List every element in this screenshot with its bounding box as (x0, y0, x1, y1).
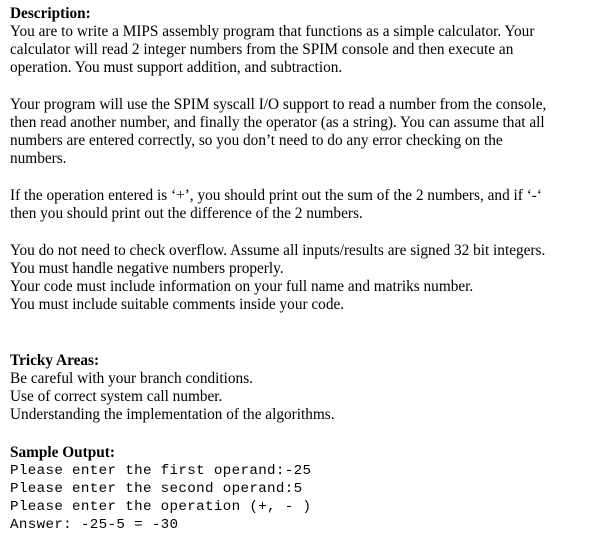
description-p4-line-1: You do not need to check overflow. Assume all inputs/results are signed 32 bit integers. (10, 242, 546, 259)
tricky-areas-heading: Tricky Areas: (10, 352, 100, 369)
sample-output-line-1: Please enter the first operand:-25 (10, 463, 312, 479)
description-p4-line-4: You must include suitable comments inside your code. (10, 296, 345, 313)
description-p2-line-1: Your program will use the SPIM syscall I/O support to read a number from the console, (10, 96, 547, 113)
description-heading: Description: (10, 5, 91, 22)
description-p2-line-4: numbers. (10, 150, 67, 167)
description-p1-line-1: You are to write a MIPS assembly program that functions as a simple calculator. Your (10, 23, 535, 40)
description-p4-line-2: You must handle negative numbers properly. (10, 260, 284, 277)
sample-output-line-2: Please enter the second operand:5 (10, 481, 303, 497)
description-p3-line-1: If the operation entered is ‘+’, you should print out the sum of the 2 numbers, and if ‘-‘ (10, 187, 542, 204)
sample-output-line-3: Please enter the operation (+, - ) (10, 499, 312, 515)
description-p4-line-3: Your code must include information on your full name and matriks number. (10, 278, 474, 295)
tricky-areas-item-2: Use of correct system call number. (10, 388, 223, 405)
tricky-areas-item-3: Understanding the implementation of the algorithms. (10, 406, 335, 423)
sample-output-heading: Sample Output: (10, 444, 115, 461)
tricky-areas-item-1: Be careful with your branch conditions. (10, 370, 253, 387)
description-p1-line-3: operation. You must support addition, and subtraction. (10, 59, 343, 76)
description-p3-line-2: then you should print out the difference of the 2 numbers. (10, 205, 363, 222)
description-p2-line-3: numbers are entered correctly, so you don’t need to do any error checking on the (10, 132, 503, 149)
description-p1-line-2: calculator will read 2 integer numbers from the SPIM console and then execute an (10, 41, 514, 58)
description-p2-line-2: then read another number, and finally the operator (as a string). You can assume that all (10, 114, 545, 131)
sample-output-line-4: Answer: -25-5 = -30 (10, 517, 179, 533)
